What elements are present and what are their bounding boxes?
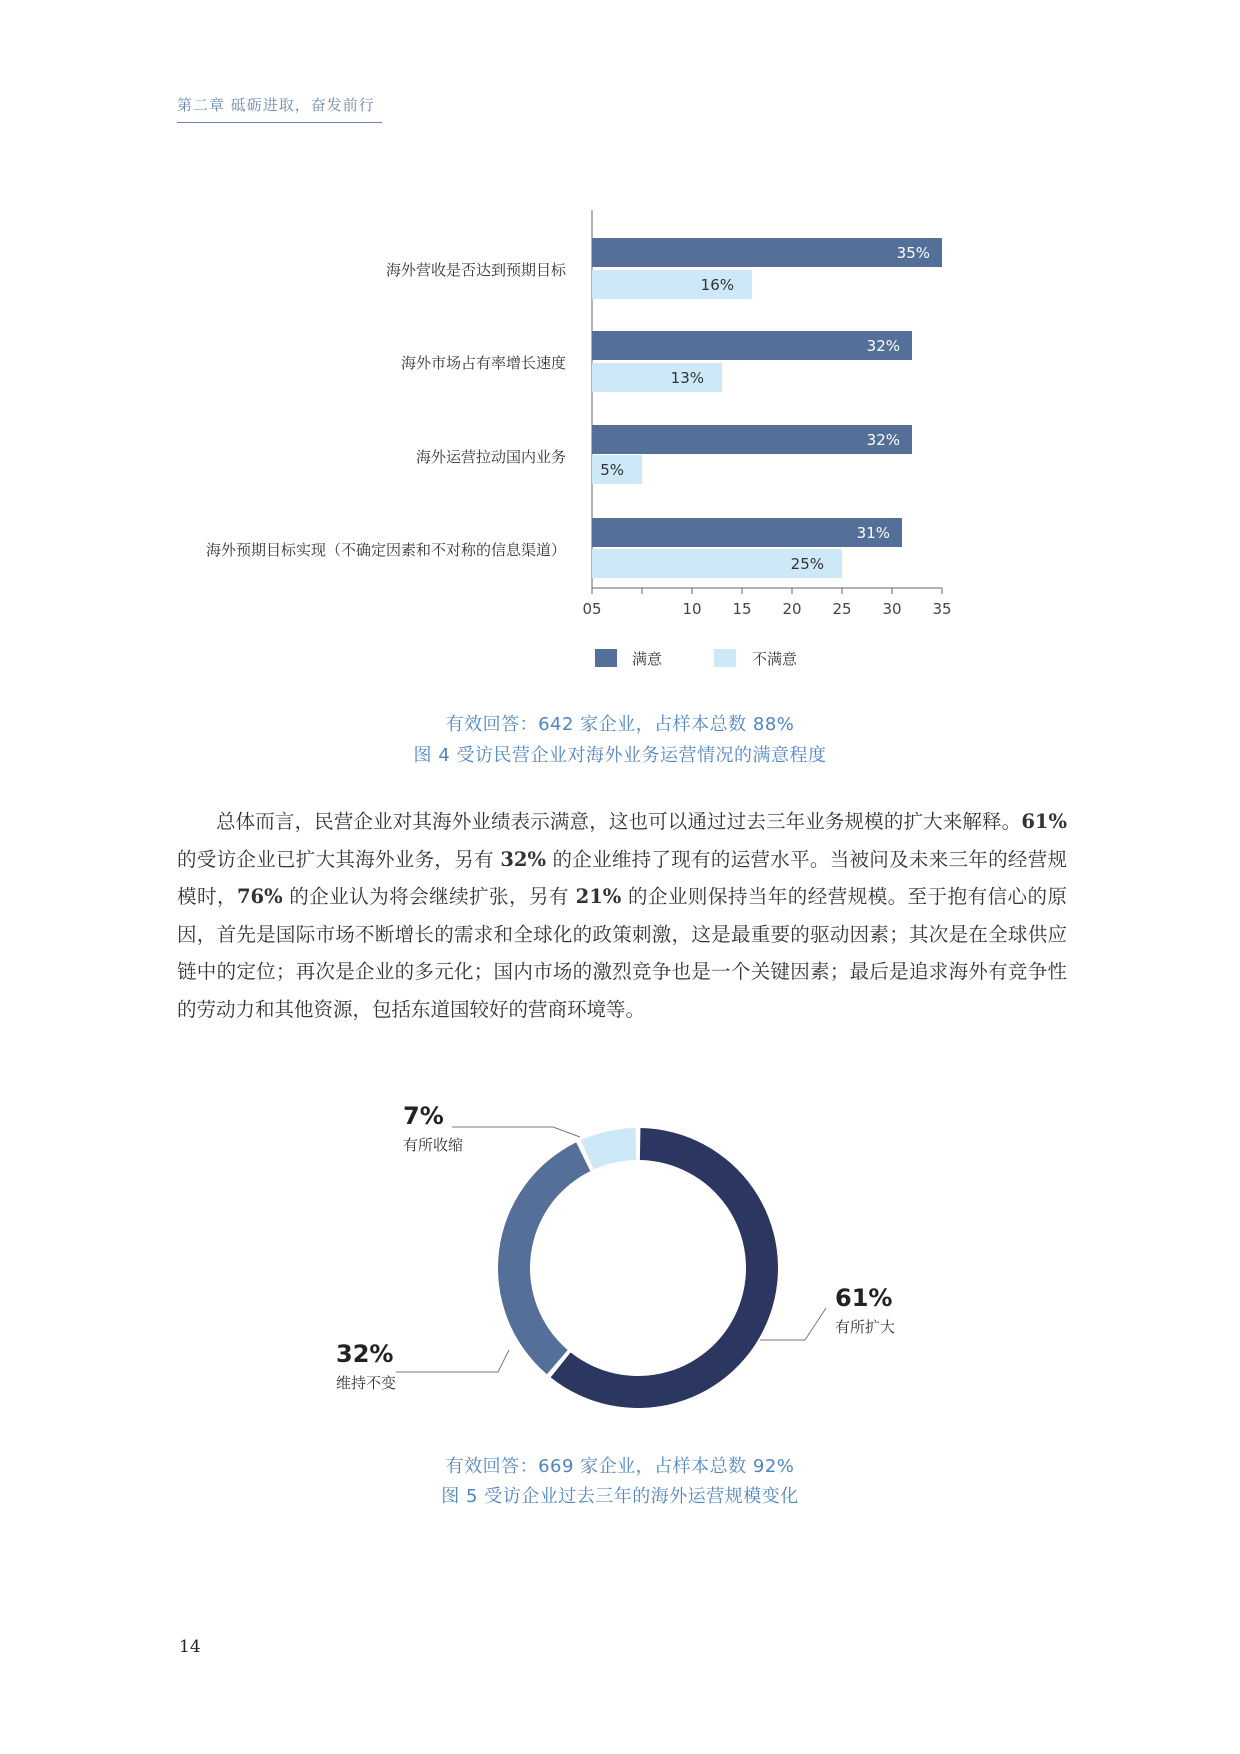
- figure4-caption: 图 4 受访民营企业对海外业务运营情况的满意程度: [413, 745, 827, 766]
- bar-unsatisfied-label: 5%: [600, 461, 624, 479]
- paragraph-highlight-number: 61%: [1021, 810, 1067, 833]
- slice-value-label: 61%: [835, 1284, 893, 1312]
- x-tick-label: 35: [932, 600, 952, 618]
- category-label: 海外营收是否达到预期目标: [385, 261, 566, 279]
- category-label: 海外市场占有率增长速度: [400, 354, 566, 372]
- paragraph-text: 的企业维持了现有的运营水平。当被问及未来三年的经营规模时，: [177, 847, 1067, 908]
- legend-label-satisfied: 满意: [632, 650, 663, 668]
- x-tick-label: 15: [732, 600, 752, 618]
- slice-value-label: 32%: [336, 1340, 394, 1368]
- leader-line: [452, 1127, 580, 1137]
- bar-satisfied-label: 35%: [896, 244, 930, 262]
- legend-label-unsatisfied: 不满意: [752, 650, 798, 668]
- x-tick-label: 10: [682, 600, 702, 618]
- bar-unsatisfied-label: 13%: [670, 369, 704, 387]
- slice-category-label: 维持不变: [336, 1374, 397, 1392]
- figure4-note: 有效回答：642 家企业，占样本总数 88%: [445, 714, 795, 735]
- x-tick-label: 20: [782, 600, 802, 618]
- x-tick-label: 25: [832, 600, 852, 618]
- paragraph-text: 总体而言，民营企业对其海外业绩表示满意，这也可以通过过去三年业务规模的扩大来解释。: [216, 810, 1022, 833]
- bar-satisfied-label: 32%: [866, 337, 900, 355]
- paragraph-text: 的受访企业已扩大其海外业务，另有: [177, 847, 501, 871]
- paragraph-highlight-number: 76%: [236, 885, 283, 908]
- paragraph-text: 的企业则保持当年的经营规模。至于抱有信心的原因，首先是国际市场不断增长的需求和全球化的政策刺激，这是最重要的驱动因素；其次是在全球供应链中的定位；再次是企业的多元化；国内市场的激烈竞争也是一个关键因素；最后是追求海外有竞争性的劳动力和其他资源，包括东道国较好的营商环境等。: [177, 885, 1067, 1021]
- donut-slice: [498, 1142, 590, 1374]
- page-number: 14: [179, 1637, 201, 1657]
- figure5-caption: 图 5 受访企业过去三年的海外运营规模变化: [441, 1486, 799, 1507]
- x-tick-label: 30: [882, 600, 902, 618]
- donut-slice: [581, 1128, 637, 1169]
- chapter-header: 第二章 砥砺进取，奋发前行: [177, 96, 375, 114]
- bar-unsatisfied-label: 16%: [700, 276, 734, 294]
- slice-value-label: 7%: [403, 1102, 444, 1130]
- bar-satisfied-label: 31%: [856, 524, 890, 542]
- figure5-note: 有效回答：669 家企业，占样本总数 92%: [445, 1456, 795, 1477]
- category-label: 海外预期目标实现（不确定因素和不对称的信息渠道）: [205, 541, 566, 559]
- paragraph-highlight-number: 32%: [500, 847, 546, 871]
- bar-satisfied-label: 32%: [866, 431, 900, 449]
- category-label: 海外运营拉动国内业务: [415, 448, 566, 466]
- slice-category-label: 有所扩大: [835, 1318, 896, 1336]
- bar-unsatisfied-label: 25%: [790, 555, 824, 573]
- paragraph-highlight-number: 21%: [575, 885, 622, 908]
- slice-category-label: 有所收缩: [403, 1136, 464, 1154]
- leader-line: [396, 1350, 509, 1372]
- x-tick-label: 05: [582, 600, 602, 618]
- paragraph-text: 的企业认为将会继续扩张，另有: [282, 885, 576, 908]
